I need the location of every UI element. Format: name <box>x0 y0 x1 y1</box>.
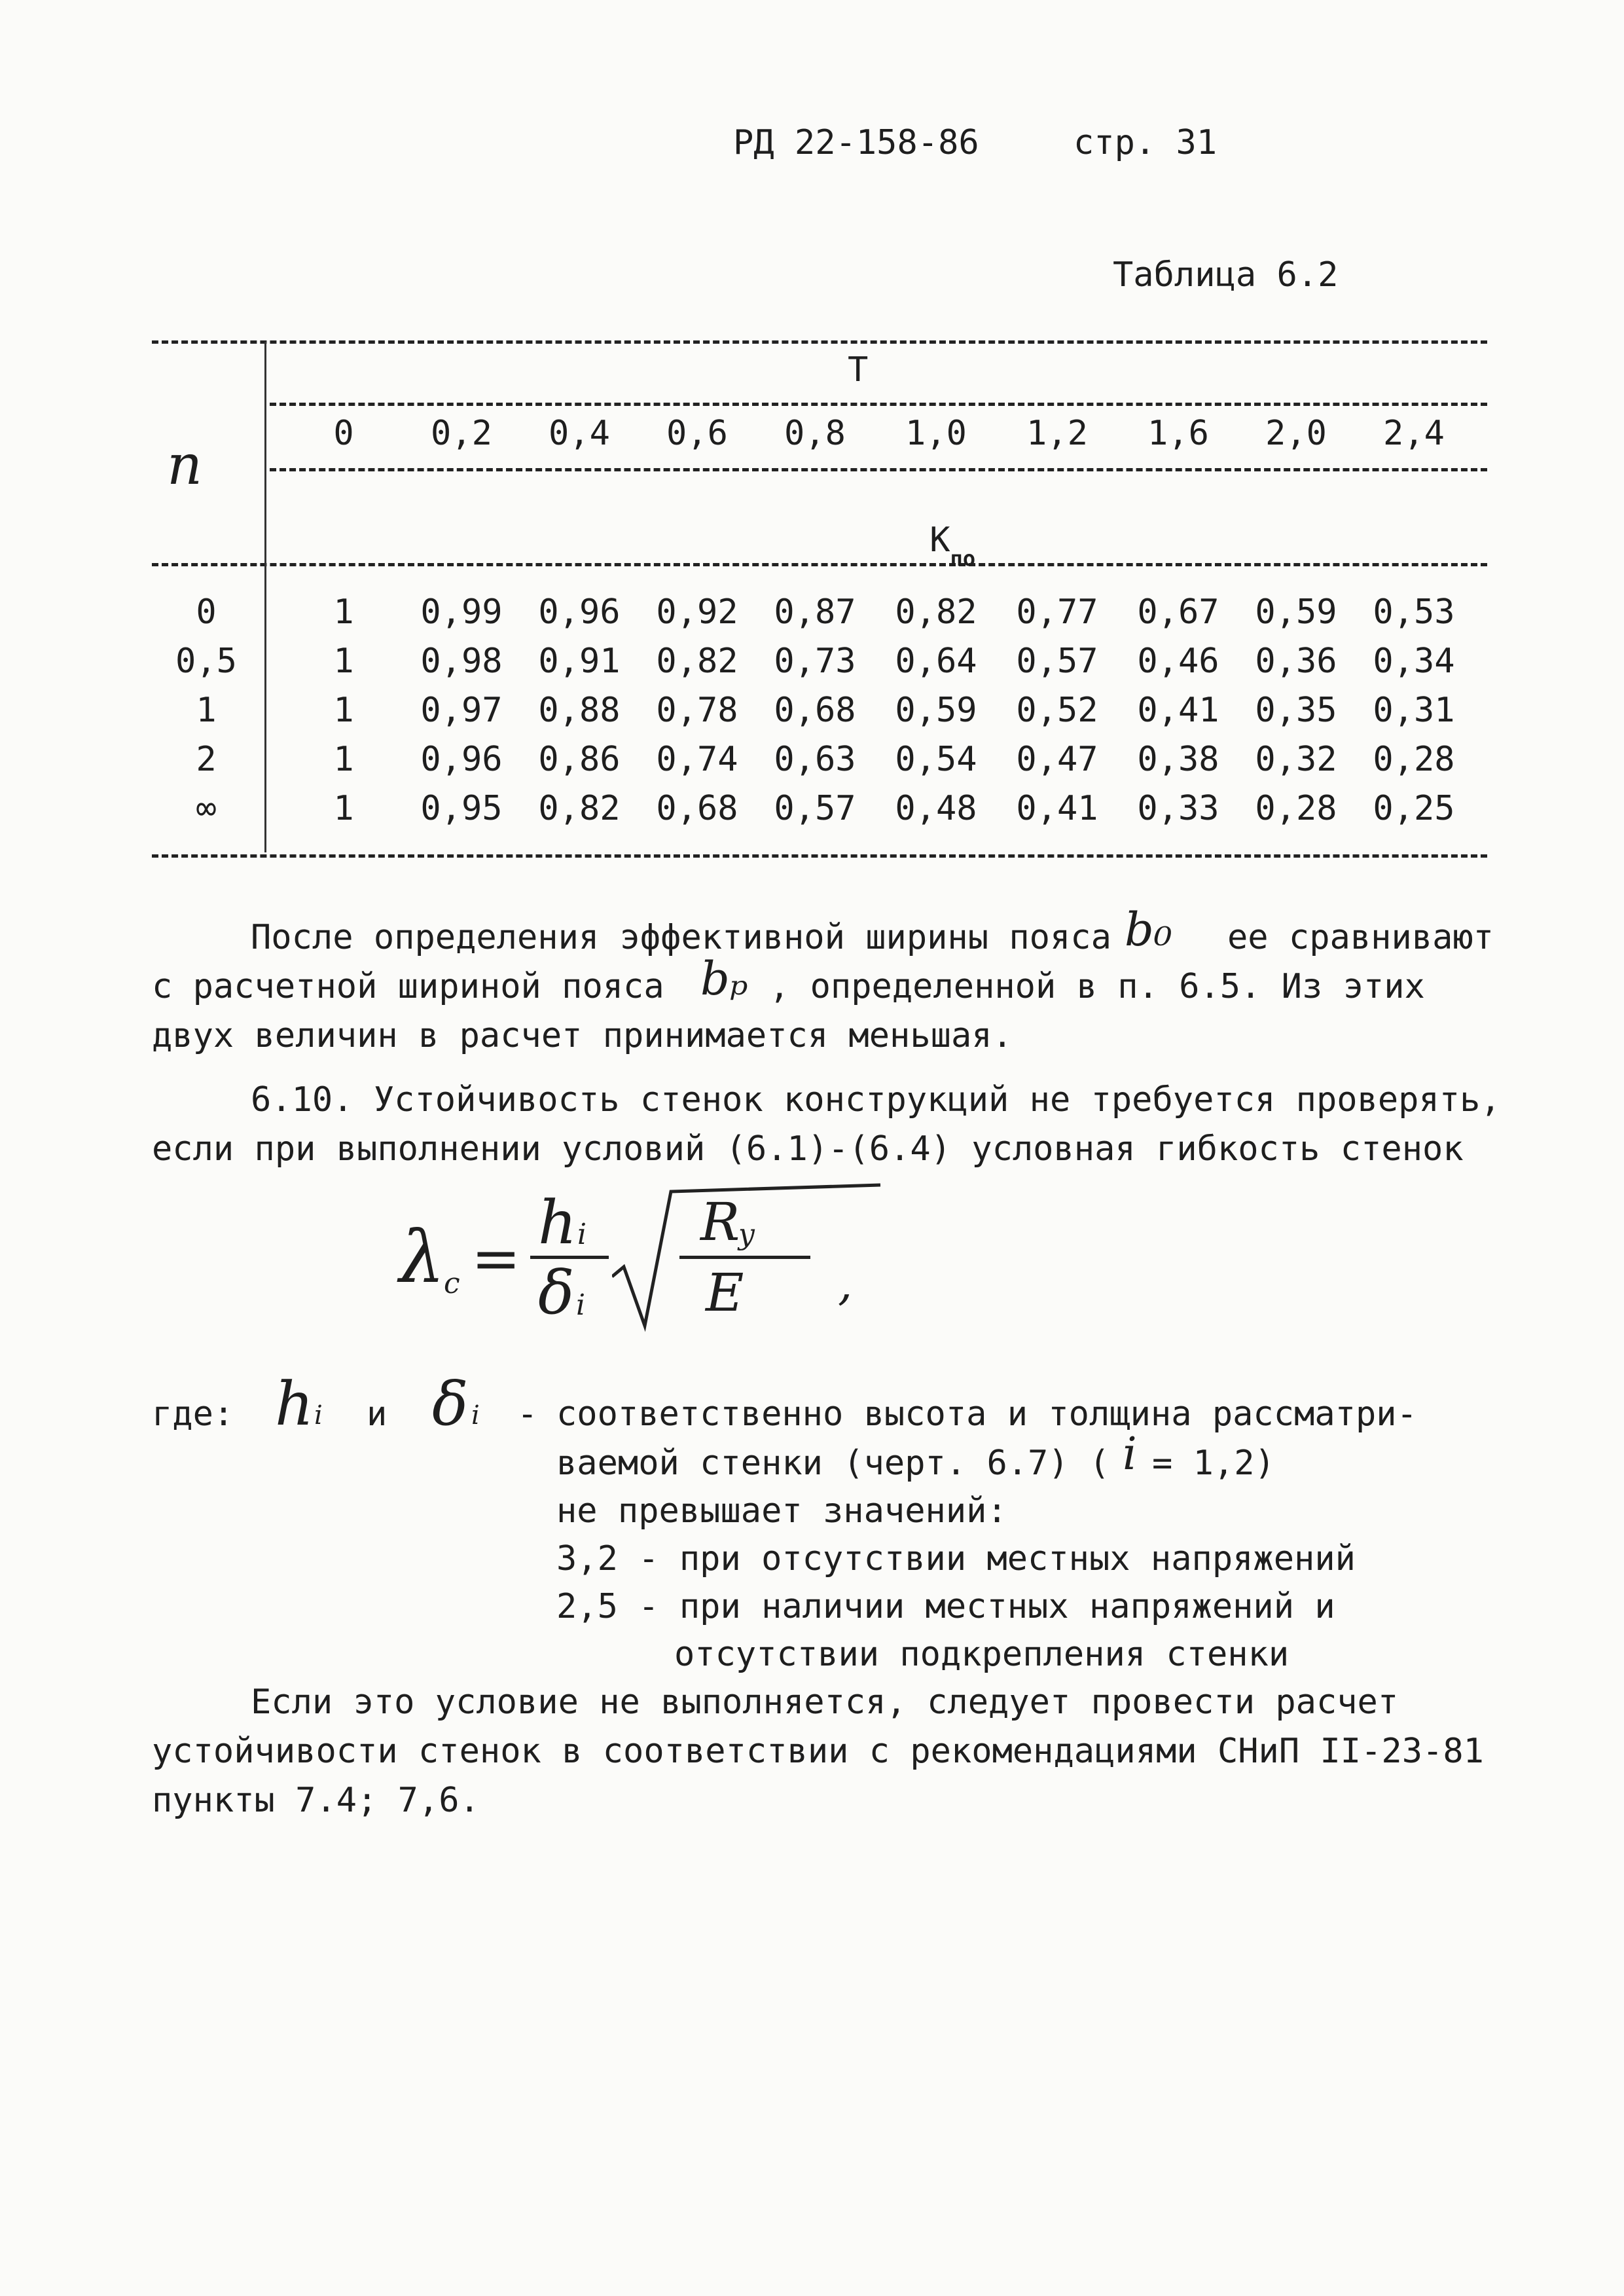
where-and: и <box>367 1394 388 1434</box>
where-line6: отсутствии подкрепления стенки <box>674 1635 1290 1674</box>
table-cell: 0,82 <box>656 642 738 681</box>
table-cell: 1 <box>333 592 354 632</box>
t-value-header: 0,4 <box>549 414 610 453</box>
table-cell: 0,82 <box>895 592 977 632</box>
table-cell: 0,63 <box>774 740 856 779</box>
table-cell: 0,68 <box>656 789 738 828</box>
t-value-header: 0 <box>333 414 354 453</box>
where-line3: не превышает значений: <box>556 1491 1007 1531</box>
table-caption: Таблица 6.2 <box>1113 255 1339 295</box>
where-line2-start: ваемой стенки (черт. 6.7) ( <box>556 1444 1110 1483</box>
table-cell: 0,46 <box>1137 642 1219 681</box>
table-cell: 0,41 <box>1137 691 1219 730</box>
row-n-value: 0,5 <box>175 642 237 681</box>
formula-delta: δ <box>538 1258 575 1328</box>
table-cell: 0,34 <box>1373 642 1455 681</box>
table-cell: 0,38 <box>1137 740 1219 779</box>
t-value-header: 2,0 <box>1265 414 1327 453</box>
table-cell: 1 <box>333 642 354 681</box>
symbol-b0: b₀ <box>1125 903 1172 957</box>
where-line4: 3,2 - при отсутствии местных напряжений <box>556 1539 1356 1578</box>
table-cell: 0,95 <box>420 789 503 828</box>
document-code: РД 22-158-86 <box>733 123 979 162</box>
para2-line1: 6.10. Устойчивость стенок конструкций не требуется проверять, <box>251 1080 1501 1120</box>
table-cell: 1 <box>333 691 354 730</box>
where-delta-symbol: δ <box>432 1369 469 1439</box>
where-h-sub: i <box>314 1400 323 1430</box>
formula-e: E <box>706 1262 744 1323</box>
table-cell: 0,48 <box>895 789 977 828</box>
row-n-value: ∞ <box>196 789 217 828</box>
table-cell: 0,99 <box>420 592 503 632</box>
row-n-value: 1 <box>196 691 217 730</box>
table-cell: 0,54 <box>895 740 977 779</box>
formula-delta-sub: i <box>576 1288 586 1322</box>
table-cell: 0,32 <box>1255 740 1337 779</box>
values-header-rule <box>270 468 1487 471</box>
table-cell: 0,88 <box>538 691 621 730</box>
table-cell: 0,59 <box>1255 592 1337 632</box>
table-cell: 0,57 <box>1016 642 1098 681</box>
where-i-symbol: i <box>1123 1429 1137 1480</box>
table-cell: 0,57 <box>774 789 856 828</box>
page-number: стр. 31 <box>1074 123 1218 162</box>
para3-line3: пункты 7.4; 7,6. <box>152 1781 480 1820</box>
table-vertical-rule <box>264 342 266 852</box>
para1-line1-start: После определения эффективной ширины пояса <box>251 918 1111 957</box>
table-cell: 0,96 <box>420 740 503 779</box>
table-cell: 0,53 <box>1373 592 1455 632</box>
t-value-header: 1,6 <box>1147 414 1209 453</box>
table-cell: 0,96 <box>538 592 621 632</box>
formula-trailing-comma: , <box>838 1257 853 1311</box>
table-cell: 0,31 <box>1373 691 1455 730</box>
formula-radical-fraction-bar <box>679 1256 810 1259</box>
table-cell: 0,35 <box>1255 691 1337 730</box>
table-cell: 0,77 <box>1016 592 1098 632</box>
formula-lambda: λ <box>399 1215 445 1299</box>
t-value-header: 1,2 <box>1026 414 1088 453</box>
symbol-bp: bₚ <box>700 952 748 1006</box>
para1-line2-end: , определенной в п. 6.5. Из этих <box>769 967 1425 1006</box>
table-cell: 0,67 <box>1137 592 1219 632</box>
table-cell: 0,47 <box>1016 740 1098 779</box>
t-value-header: 0,8 <box>784 414 846 453</box>
para1-line2-start: с расчетной шириной пояса <box>152 967 664 1006</box>
slenderness-formula <box>393 1178 877 1349</box>
value-label-k: $K_{по}$ <box>929 520 976 571</box>
table-bottom-rule <box>152 854 1487 858</box>
row-header-n: n <box>167 433 203 497</box>
table-cell: 0,59 <box>895 691 977 730</box>
table-cell: 0,52 <box>1016 691 1098 730</box>
table-cell: 0,33 <box>1137 789 1219 828</box>
table-cell: 0,92 <box>656 592 738 632</box>
table-cell: 0,86 <box>538 740 621 779</box>
row-n-value: 0 <box>196 592 217 632</box>
table-cell: 0,25 <box>1373 789 1455 828</box>
table-cell: 0,97 <box>420 691 503 730</box>
para1-line1-end: ее сравнивают <box>1227 918 1494 957</box>
col-group-label-t: T <box>848 350 869 390</box>
table-cell: 0,68 <box>774 691 856 730</box>
table-cell: 0,28 <box>1373 740 1455 779</box>
formula-r: R <box>700 1192 740 1252</box>
formula-lambda-sub: c <box>444 1267 460 1300</box>
table-cell: 0,74 <box>656 740 738 779</box>
table-cell: 0,87 <box>774 592 856 632</box>
table-cell: 0,36 <box>1255 642 1337 681</box>
t-value-header: 0,6 <box>666 414 728 453</box>
table-cell: 0,73 <box>774 642 856 681</box>
t-value-header: 2,4 <box>1383 414 1445 453</box>
table-cell: 1 <box>333 789 354 828</box>
para2-line2: если при выполнении условий (6.1)-(6.4) условная гибкость стенок <box>152 1129 1464 1169</box>
where-line2-end: = 1,2) <box>1152 1444 1275 1483</box>
row-n-value: 2 <box>196 740 217 779</box>
table-cell: 0,98 <box>420 642 503 681</box>
where-dash: - <box>517 1394 538 1434</box>
table-cell: 0,41 <box>1016 789 1098 828</box>
table-cell: 0,82 <box>538 789 621 828</box>
where-line1: соответственно высота и толщина рассматри- <box>556 1394 1417 1434</box>
where-h-symbol: h <box>275 1369 314 1439</box>
table-cell: 1 <box>333 740 354 779</box>
formula-equals: = <box>471 1224 521 1293</box>
para3-line2: устойчивости стенок в соответствии с рекомендациями СНиП II-23-81 <box>152 1732 1484 1771</box>
para1-line3: двух величин в расчет принимается меньшая. <box>152 1016 1013 1055</box>
where-line5: 2,5 - при наличии местных напряжений и <box>556 1587 1335 1626</box>
t-header-rule <box>270 403 1487 406</box>
table-cell: 0,28 <box>1255 789 1337 828</box>
header-bottom-rule <box>152 563 1487 566</box>
formula-r-sub: y <box>738 1218 755 1251</box>
where-label: где: <box>152 1394 234 1434</box>
table-top-rule <box>152 340 1487 344</box>
where-delta-sub: i <box>471 1400 480 1430</box>
table-cell: 0,91 <box>538 642 621 681</box>
formula-h-sub: i <box>577 1218 587 1251</box>
t-value-header: 1,0 <box>905 414 967 453</box>
formula-h: h <box>538 1188 577 1258</box>
table-cell: 0,64 <box>895 642 977 681</box>
para3-line1: Если это условие не выполняется, следует провести расчет <box>251 1683 1399 1722</box>
t-value-header: 0,2 <box>431 414 492 453</box>
table-cell: 0,78 <box>656 691 738 730</box>
